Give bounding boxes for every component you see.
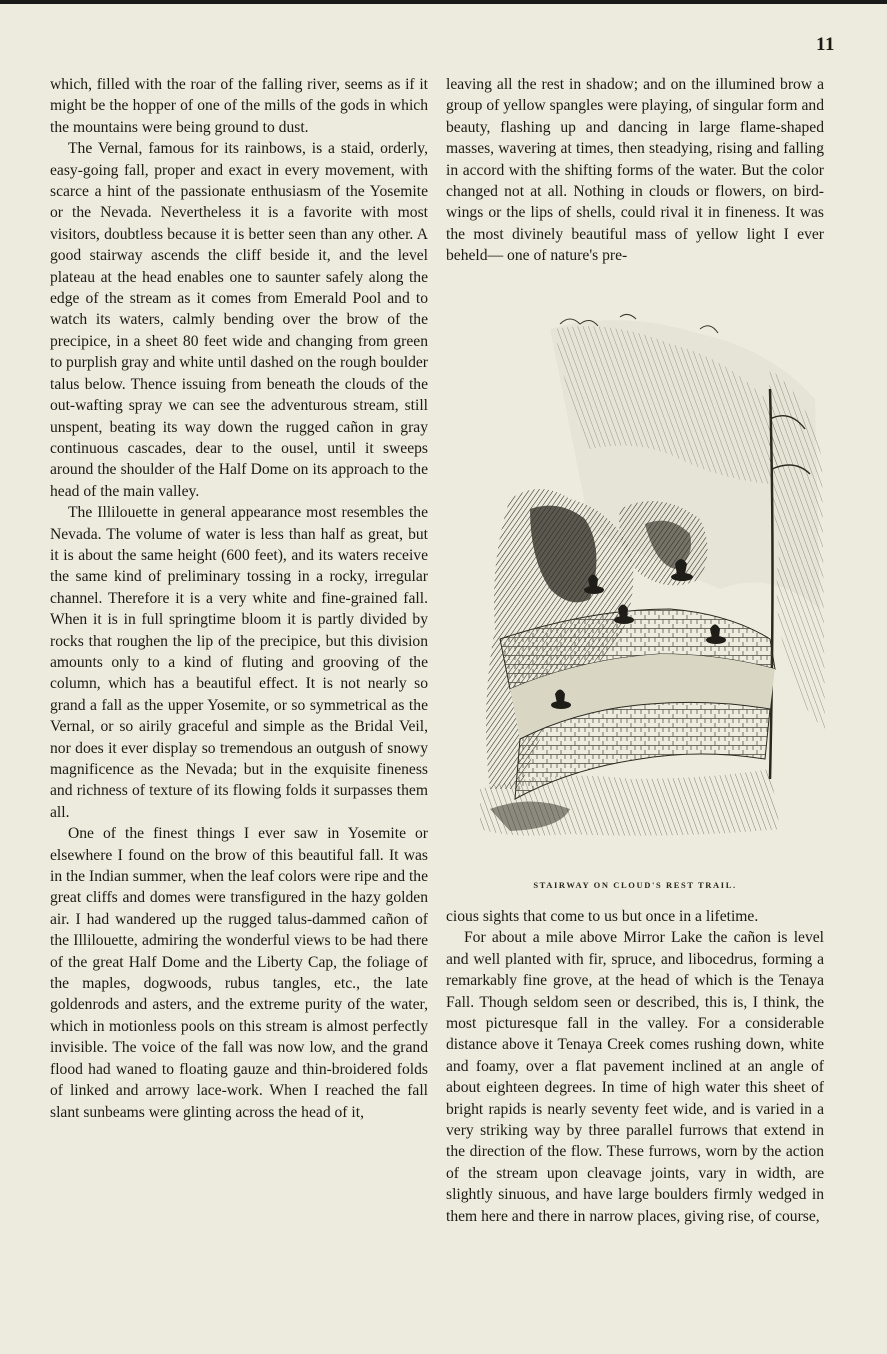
right-column-top	[446, 74, 824, 267]
paragraph: The Illilouette in general appearance most resembles the Nevada. The volume of water is less than half as great, but it is about the same height (600 feet), and its waters receive the same kind of preliminary tossing in a rocky, irregular channel. Therefore it is a very white and fine-grained fall. When it is in full springtime bloom it is partly divided by rocks that roughen the lip of the precipice, but this division amounts only to a kind of fluting and grooving of the column, which has a beautiful effect. It is not nearly so grand a fall as the upper Yosemite, or so symmetrical as the Vernal, or so airily graceful and simple as the Bridal Veil, nor does it ever display so tremendous an outgush of snowy magnificence as the Nevada; but in the exquisite fineness and richness of texture of its flowing folds it surpasses them all.	[50, 504, 428, 821]
left-column	[50, 74, 428, 1123]
paragraph: cious sights that come to us but once in a lifetime.	[446, 908, 759, 925]
engraving-illustration	[470, 309, 830, 849]
page-number: 11	[816, 34, 835, 55]
paragraph: One of the finest things I ever saw in Yosemite or elsewhere I found on the brow of this beautiful fall. It was in the Indian summer, when the leaf colors were ripe and the great cliffs and domes were transfigured in the hazy golden air. I had wandered up the rugged talus-dammed cañon of the Illilouette, admiring the wonderful views to be had there of the great Half Dome and the Liberty Cap, the foliage of the maples, dogwoods, rubus tangles, etc., the late goldenrods and asters, and the extreme purity of the water, which in motionless pools on this stream is almost perfectly invisible. The voice of the fall was now low, and the grand flood had waned to floating gauze and thin-broidered folds of linked and arrowy lace-work. When I reached the fall slant sunbeams were glinting across the head of it,	[50, 825, 428, 1121]
paragraph: For about a mile above Mirror Lake the cañon is level and well planted with fir, spruce, and libocedrus, forming a remarkably fine grove, at the head of which is the Tenaya Fall. Though seldom seen or described, this is, I think, the most picturesque fall in the valley. For a considerable distance above it Tenaya Creek comes rushing down, white and foamy, over a flat pavement inclined at an angle of about eighteen degrees. In time of high water this sheet of bright rapids is nearly seventy feet wide, and is varied in a very striking way by three parallel furrows that extend in the direction of the flow. These furrows, worn by the action of the stream upon cleavage joints, vary in width, are slightly sinuous, and have large boulders firmly wedged in them here and there in narrow places, giving rise, of course,	[446, 929, 824, 1225]
figure-caption: STAIRWAY ON CLOUD'S REST TRAIL.	[533, 880, 737, 890]
paragraph: The Vernal, famous for its rainbows, is a staid, orderly, easy-going fall, proper and exact in every movement, with scarce a hint of the passionate enthusiasm of the Yosemite or the Nevada. Nevertheless it is a favorite with most visitors, doubtless because it is better seen than any other. A good stairway ascends the cliff beside it, and the level plateau at the head enables one to saunter safely along the edge of the stream as it comes from Emerald Pool and to watch its waters, calmly bending over the brow of the precipice, in a sheet 80 feet wide and changing from green to purplish gray and white until dashed on the rough boulder talus below. Thence issuing from beneath the clouds of the out-wafting spray we can see the adventurous stream, still unspent, beating its way down the rugged cañon in gray continuous cascades, dear to the ousel, until it sweeps around the shoulder of the Half Dome on its approach to the head of the main valley.	[50, 140, 428, 500]
paragraph: which, filled with the roar of the falling river, seems as if it might be the hopper of one of the mills of the gods in which the mountains were being ground to dust.	[50, 76, 428, 136]
illustration-stairway	[470, 309, 830, 849]
paragraph: leaving all the rest in shadow; and on the illumined brow a group of yellow spangles were playing, of singular form and beauty, flashing up and dancing in large flame-shaped masses, wavering at times, then steadying, rising and falling in accord with the shifting forms of the water. But the color changed not at all. Nothing in clouds or flowers, on bird-wings or the lips of shells, could rival it in fineness. It was the most divinely beautiful mass of yellow light I ever beheld— one of nature's pre-	[446, 76, 824, 265]
right-column-bottom	[446, 906, 824, 1227]
